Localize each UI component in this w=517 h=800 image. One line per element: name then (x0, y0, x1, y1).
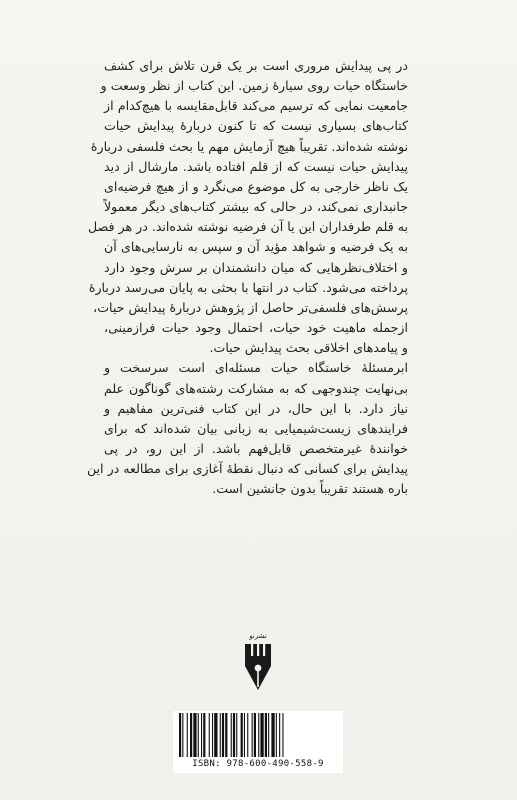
barcode-bar (236, 713, 237, 757)
blurb-line: پرداخته می‌شود. کتاب در انتها با بحثی به پایان می‌رسد دربارهٔ (88, 279, 408, 295)
barcode-bar (265, 713, 267, 757)
blurb-line: پیدایش برای کسانی که دنبال نقطهٔ آغازی برای مطالعه در این (86, 461, 408, 477)
barcode-bar (214, 713, 217, 757)
blurb-line: خاستگاه حیات روی سیارهٔ زمین. این کتاب از نظر وسعت و (100, 78, 408, 94)
blurb-line: و اختلاف‌نظرهایی که میان دانشمندان بر سرش وجود دارد (104, 259, 408, 275)
blurb-line: به قلم طرفداران این یا آن فرضیه نوشته شده‌اند. در هر فصل (88, 219, 408, 235)
barcode-bar (220, 713, 221, 757)
blurb-line: خوانندهٔ غیرمتخصص قابل‌فهم باشد. از این رو، در پی (104, 440, 408, 456)
blurb-line: و پیامدهای اخلاقی بحث پیدایش حیات. (209, 340, 408, 356)
barcode-bar (190, 713, 192, 757)
blurb-line: باره هستند تقریباً بدون جانشین است. (212, 481, 408, 497)
blurb-line: فرایندهای زیست‌شیمیایی به زبانی بیان شده‌اند که برای (104, 420, 408, 436)
blurb-line: در پی پیدایش مروری است بر یک قرن تلاش برای کشف (104, 58, 408, 73)
barcode-bar (212, 713, 213, 757)
blurb-line: پرسش‌های فلسفی‌تر حاصل از پژوهش دربارهٔ پیدایش حیات، (93, 299, 408, 315)
blurb-line: جامعیت نمایی که ترسیم می‌کند قابل‌مقایسه با هیچ‌کدام از (104, 98, 408, 114)
barcode-bar (271, 713, 274, 757)
barcode-bar (268, 713, 269, 757)
blurb-paragraph-1 (88, 56, 408, 358)
blurb-line: نیاز دارد. با این حال، در این کتاب فنی‌ترین مفاهیم و (104, 400, 408, 416)
barcode-bar (276, 713, 277, 757)
pen-nib-icon (243, 644, 273, 690)
blurb-line: جانبداری نمی‌کند، در حالی که بیشتر کتاب‌های دیگر معمولاً (104, 199, 408, 215)
barcode-bar (254, 713, 256, 757)
barcode-bar (222, 713, 224, 757)
barcode-bar (209, 713, 210, 757)
blurb-line: کتاب‌های بسیاری نیست که تا کنون دربارهٔ پیدایش حیات (104, 118, 408, 134)
barcode-bar (193, 713, 196, 757)
barcode-bar (244, 713, 245, 757)
barcode-bars (177, 713, 339, 757)
publisher-name: نشرنو (249, 632, 267, 640)
barcode-bar (247, 713, 248, 757)
blurb-line: یک ناظر خارجی به کل موضوع می‌نگرد و از هیچ فرضیه‌ای (104, 178, 408, 194)
blurb-paragraph-2 (86, 358, 408, 499)
publisher-logo (236, 632, 280, 694)
blurb-line: پیدایش حیات نیست که از قلم افتاده باشد. مارشال از دید (104, 158, 408, 174)
barcode-bar (179, 713, 181, 757)
blurb-line: ازجمله ماهیت خود حیات، احتمال وجود حیات فرازمینی، (104, 320, 408, 336)
barcode-bar (203, 713, 205, 757)
barcode-bar (231, 713, 232, 757)
blurb-line: بی‌نهایت چندوجهی که به مشارکت رشته‌های گوناگون علم (104, 380, 408, 396)
blurb (86, 56, 408, 499)
barcode-bar (252, 713, 253, 757)
blurb-line: به یک فرضیه و شواهد مؤید آن و سپس به نارسایی‌های آن (104, 239, 408, 255)
barcode-bar (258, 713, 259, 757)
isbn-number: ISBN: 978-600-490-558-9 (192, 759, 324, 769)
barcode-bar (241, 713, 243, 757)
barcode-bar (282, 713, 283, 757)
barcode-bar (233, 713, 235, 757)
barcode-bar (187, 713, 188, 757)
barcode-bar (201, 713, 202, 757)
barcode-bar (182, 713, 183, 757)
barcode-bar (225, 713, 227, 757)
blurb-line: نوشته شده‌اند. تقریباً هیچ آزمایش مهم یا بحث فلسفی دربارهٔ (90, 138, 408, 154)
barcode-bar (198, 713, 199, 757)
barcode (173, 711, 343, 773)
blurb-line: ابرمسئلهٔ خاستگاه حیات مسئله‌ای است سرسخت و (104, 360, 408, 376)
barcode-bar (260, 713, 263, 757)
barcode-bar (279, 713, 280, 757)
